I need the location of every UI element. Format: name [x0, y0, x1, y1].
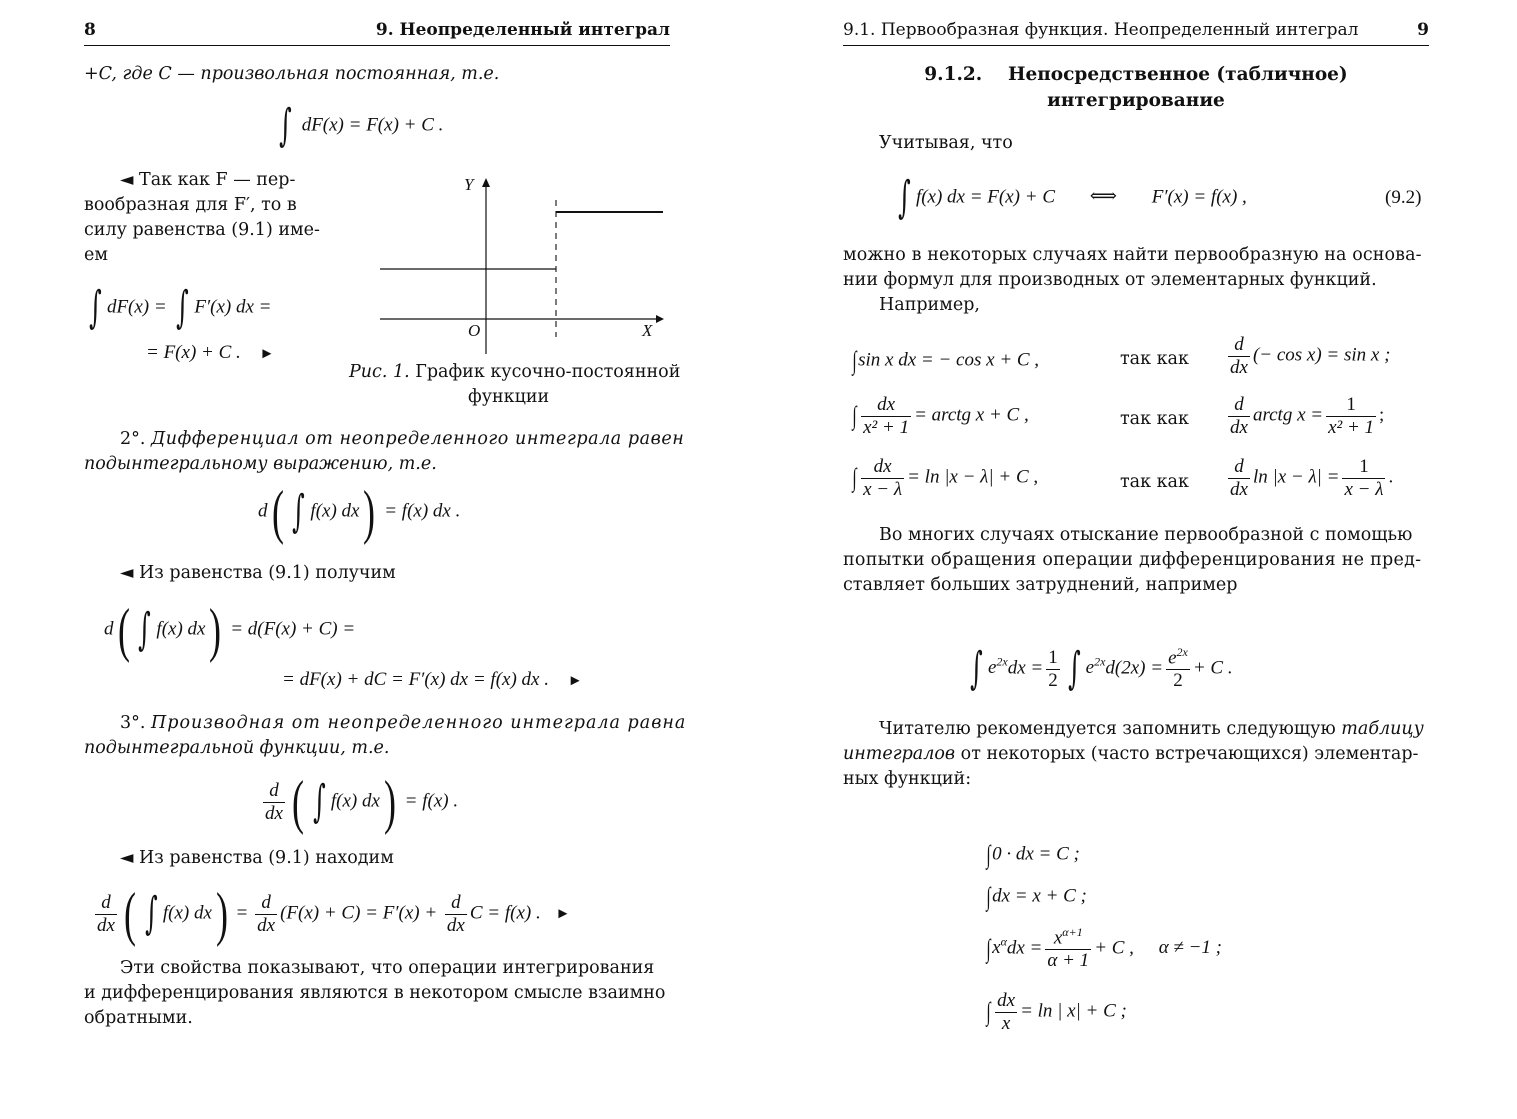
eq4-inner: f(x) dx	[156, 618, 206, 640]
frac-den: x − λ	[1344, 478, 1384, 500]
y-axis-arrow	[482, 178, 490, 187]
x-axis-arrow	[656, 315, 664, 323]
frac-den: x − λ	[863, 478, 903, 500]
right-paren: )	[383, 769, 396, 835]
eq5-inner: f(x) dx	[330, 790, 380, 812]
ex3-lhs-rest: = ln |x − λ| + C ,	[907, 466, 1039, 488]
integral-sign: ∫	[898, 172, 911, 223]
eq3-d: d	[258, 500, 268, 522]
paragraph-line: Во многих случаях отыскание первообразной с помощью	[879, 525, 1413, 545]
frac-num: d	[1234, 334, 1244, 355]
prop3-line2: подынтегральной функции, т.е.	[84, 738, 390, 758]
eq6-end: C = f(x) .	[469, 902, 541, 924]
fraction	[1342, 456, 1385, 501]
eq2-part-a: dF(x) =	[106, 296, 167, 318]
frac-den: 2	[1048, 669, 1058, 691]
conclusion-line: и дифференцирования являются в некотором смысле взаимно	[84, 983, 666, 1003]
frac-den: x² + 1	[863, 416, 910, 438]
left-paren: (	[291, 769, 304, 835]
eq4-line2-body: = dF(x) + dC = F′(x) dx = f(x) dx .	[282, 669, 549, 690]
frac-num: 1	[1346, 394, 1356, 415]
frac-num: x	[1053, 927, 1063, 949]
frac-den: 2	[1166, 669, 1190, 692]
paragraph-line: можно в некоторых случаях найти первообразную на основа-	[843, 245, 1422, 265]
integral-sign: ∫	[176, 282, 190, 333]
frac-den: dx	[97, 914, 115, 936]
right-paren: )	[209, 597, 222, 663]
frac-den: dx	[1230, 356, 1248, 378]
derivative-fraction	[255, 892, 277, 937]
integral-sign: ∫	[852, 401, 857, 431]
example-2-rhs	[1225, 394, 1384, 439]
proof1-line: ем	[84, 245, 108, 265]
eq6-mid: (F(x) + C) = F′(x) +	[280, 902, 438, 924]
left-page	[84, 0, 687, 1119]
table-row-1	[985, 842, 1080, 868]
tab3-condition: α ≠ −1 ;	[1158, 937, 1222, 959]
paragraph-line: попытки обращения операции дифференцирования не пред-	[843, 550, 1422, 570]
prop2-number: 2°.	[120, 429, 146, 449]
tab3-part-b: + C ,	[1094, 937, 1134, 959]
example-3-rhs	[1225, 456, 1393, 501]
paragraph-given: Учитывая, что	[879, 133, 1013, 153]
equation-2-line2	[146, 343, 274, 362]
integral-sign: ∫	[89, 282, 102, 333]
eq92-rhs: F′(x) = f(x) ,	[1151, 186, 1247, 208]
reader-text: от некоторых (часто встречающихся) элементар-	[960, 744, 1419, 764]
y-axis-label: Y	[464, 175, 474, 194]
eq2-line2-body: = F(x) + C .	[146, 342, 241, 363]
prop2-line1	[120, 427, 684, 452]
fraction	[995, 990, 1017, 1035]
derivative-fraction	[263, 780, 285, 825]
e2x-part-b: d(2x) =	[1105, 657, 1164, 679]
section-title-line2: интегрирование	[1047, 90, 1225, 111]
integral-sign: ∫	[852, 463, 857, 493]
example-2-lhs	[851, 394, 1029, 439]
piecewise-constant-graph	[376, 172, 670, 360]
eq3-inner: f(x) dx	[310, 500, 360, 522]
paragraph-reader-line1	[879, 717, 1424, 742]
reader-text: Читателю рекомендуется запомнить следующую	[879, 719, 1336, 739]
paragraph-line: ставляет больших затруднений, например	[843, 575, 1238, 595]
proof-end-marker: ►	[259, 346, 275, 362]
so-as-label: так как	[1120, 349, 1189, 369]
frac-den: dx	[257, 914, 276, 936]
caption-label: Рис. 1.	[349, 362, 410, 382]
frac-den: x² + 1	[1328, 416, 1375, 438]
so-as-label: так как	[1120, 472, 1189, 492]
proof1-line: ◄ Так как F — пер-	[120, 170, 296, 190]
proof-end-marker: ►	[555, 906, 571, 923]
right-paren: )	[363, 479, 376, 545]
integral-sign: ∫	[986, 934, 991, 963]
prop3-text: Производная от неопределенного интеграла равна	[151, 713, 687, 733]
frac-num: 1	[1359, 456, 1369, 477]
section-running-title: 9.1. Первообразная функция. Неопределенный интеграл	[843, 20, 1359, 40]
integral-sign: ∫	[852, 346, 857, 375]
equation-tag: (9.2)	[1385, 187, 1422, 208]
paragraph-line: нии формул для производных от элементарных функций.	[843, 270, 1377, 290]
frac-num: e	[1168, 647, 1177, 669]
eq92-lhs: f(x) dx = F(x) + C	[915, 186, 1055, 208]
figure-caption-line2: функции	[468, 387, 550, 407]
frac-num: dx	[873, 456, 892, 477]
prop2-text: Дифференциал от неопределенного интеграла равен	[151, 429, 685, 449]
derivative-fraction	[1228, 456, 1250, 501]
x-axis-label: X	[642, 321, 653, 340]
fraction: $\frac{e^{2x}}{2}$	[1168, 645, 1188, 692]
integral-sign: ∫	[279, 100, 292, 151]
ex3-rhs-mid: ln |x − λ| =	[1252, 466, 1340, 488]
left-paren: (	[117, 597, 130, 663]
frac-den: α + 1	[1047, 950, 1090, 972]
frac-num: d	[261, 891, 271, 913]
right-running-head	[843, 20, 1429, 46]
equation-3	[258, 479, 461, 545]
equation-e2x: ∫ $e^{2x}dx$ = $\frac{1}{2}$ ∫ $e^{2x}d(2x)$ = $\frac{e^{2x}}{2}$ + C .	[970, 643, 1233, 694]
proof1-line: вообразная для F′, то в	[84, 195, 297, 215]
fraction	[861, 394, 911, 439]
equation-2-line1	[84, 282, 272, 333]
equation-5	[260, 769, 459, 835]
left-paren: (	[271, 479, 284, 545]
frac-num: dx	[877, 394, 896, 415]
example-3-lhs	[851, 456, 1038, 501]
ex1-rhs-body: (− cos x) = sin x ;	[1252, 344, 1391, 366]
prop3-number: 3°.	[120, 713, 146, 733]
left-running-head	[84, 20, 670, 46]
equation-4-line1	[104, 597, 356, 663]
frac-num: d	[269, 779, 279, 801]
ex2-end: ;	[1379, 404, 1385, 426]
section-heading	[843, 62, 1429, 88]
frac-num: d	[1234, 394, 1244, 415]
so-as-label: так как	[1120, 409, 1189, 429]
example-1-rhs	[1225, 334, 1390, 379]
prop2-line2: подынтегральному выражению, т.е.	[84, 454, 437, 474]
iff-symbol: ⟺	[1089, 186, 1117, 208]
equation-6: $\frac{d}{dx}$ ( ∫ f(x) dx) = $\frac{d}{dx}$ (F(x) + C) = F′(x) + $\frac{d}{dx}$ C = f(x) . ►	[97, 881, 571, 947]
section-title-line1: Непосредственное (табличное)	[1008, 64, 1348, 85]
equation-1	[274, 100, 444, 151]
eq6-inner: f(x) dx	[162, 902, 212, 924]
integral-sign: ∫	[986, 840, 991, 869]
integral-sign: ∫	[145, 888, 158, 939]
frac-num: d	[1234, 456, 1244, 477]
frac-num: dx	[997, 990, 1016, 1011]
ex3-end: .	[1388, 466, 1394, 488]
tab1-body: 0 · dx = C ;	[992, 843, 1080, 865]
reader-italic: таблицу	[1341, 719, 1424, 739]
paragraph-reader-line2	[843, 742, 1418, 767]
e2x-end: + C .	[1192, 657, 1233, 679]
proof3-intro: ◄ Из равенства (9.1) находим	[120, 848, 394, 868]
ex2-lhs-rest: = arctg x + C ,	[914, 404, 1029, 426]
frac-num: d	[101, 891, 111, 913]
eq3-rhs: = f(x) dx .	[384, 500, 461, 522]
equation-4-line2	[282, 670, 583, 689]
derivative-fraction	[1228, 394, 1250, 439]
fraction	[861, 456, 904, 501]
eq5-rhs: = f(x) .	[404, 790, 459, 812]
tab3-part-a: dx =	[1006, 937, 1043, 959]
figure-caption	[349, 360, 680, 385]
paragraph-constant: +C, где C — произвольная постоянная, т.е.	[84, 64, 500, 84]
integral-sign: ∫	[292, 486, 306, 537]
frac-num: 1	[1048, 646, 1058, 668]
page-number-left: 8	[84, 20, 96, 40]
integral-sign: ∫	[986, 997, 991, 1027]
derivative-fraction	[1228, 334, 1250, 379]
eq2-part-b: F′(x) dx =	[194, 296, 272, 318]
frac-den: dx	[265, 802, 283, 824]
table-row-3: $\int x^\alpha dx$ = $\frac{x^{\alpha+1}}{\alpha + 1}$ + C , α ≠ −1 ;	[986, 925, 1222, 972]
equation-1-body: dF(x) = F(x) + C .	[301, 114, 444, 136]
eq4-d: d	[104, 618, 114, 640]
fraction	[1326, 394, 1376, 439]
example-1-lhs	[851, 348, 1039, 374]
integral-sign: ∫	[138, 604, 152, 655]
proof-end-marker: ►	[567, 673, 583, 689]
paragraph-reader-line3: ных функций:	[843, 769, 972, 789]
conclusion-line: Эти свойства показывают, что операции интегрирования	[120, 958, 655, 978]
frac-den: x	[995, 1012, 1017, 1035]
reader-italic: интегралов	[843, 744, 956, 764]
frac-den: dx	[1230, 478, 1248, 500]
derivative-fraction	[95, 892, 117, 937]
caption-text: График кусочно-постоянной	[415, 362, 681, 382]
conclusion-line: обратными.	[84, 1008, 193, 1028]
derivative-fraction	[445, 892, 467, 937]
proof2-intro: ◄ Из равенства (9.1) получим	[120, 563, 396, 583]
table-row-4	[985, 990, 1127, 1035]
tab4-rest: = ln | x| + C ;	[1020, 1000, 1127, 1022]
tab2-body: dx = x + C ;	[992, 885, 1087, 907]
ex1-lhs-body: sin x dx = − cos x + C ,	[858, 349, 1040, 371]
chapter-title: 9. Неопределенный интеграл	[375, 20, 670, 40]
fraction: $\frac{x^{\alpha+1}}{\alpha + 1}$	[1047, 925, 1090, 972]
frac-den: dx	[446, 914, 465, 936]
left-paren: (	[123, 881, 136, 947]
page-number-right: 9	[1417, 20, 1429, 40]
frac-num: d	[451, 891, 461, 913]
e2x-part-a: dx =	[1007, 657, 1044, 679]
eq4-rhs: = d(F(x) + C) =	[230, 618, 356, 640]
ex2-rhs-mid: arctg x =	[1252, 404, 1324, 426]
prop3-line1	[120, 711, 686, 736]
right-page	[843, 0, 1429, 1119]
integral-sign: ∫	[1067, 643, 1081, 694]
right-paren: )	[215, 881, 228, 947]
integral-sign: ∫	[970, 643, 983, 694]
integral-sign: ∫	[986, 882, 991, 911]
half-fraction	[1046, 647, 1060, 692]
paragraph-example: Например,	[879, 295, 980, 315]
equation-9-2	[893, 172, 1247, 223]
table-row-2	[985, 884, 1087, 910]
proof1-line: силу равенства (9.1) име-	[84, 220, 320, 240]
section-number: 9.1.2.	[924, 64, 983, 85]
frac-den: dx	[1230, 416, 1248, 438]
origin-label: O	[468, 321, 481, 340]
integral-sign: ∫	[313, 776, 326, 827]
